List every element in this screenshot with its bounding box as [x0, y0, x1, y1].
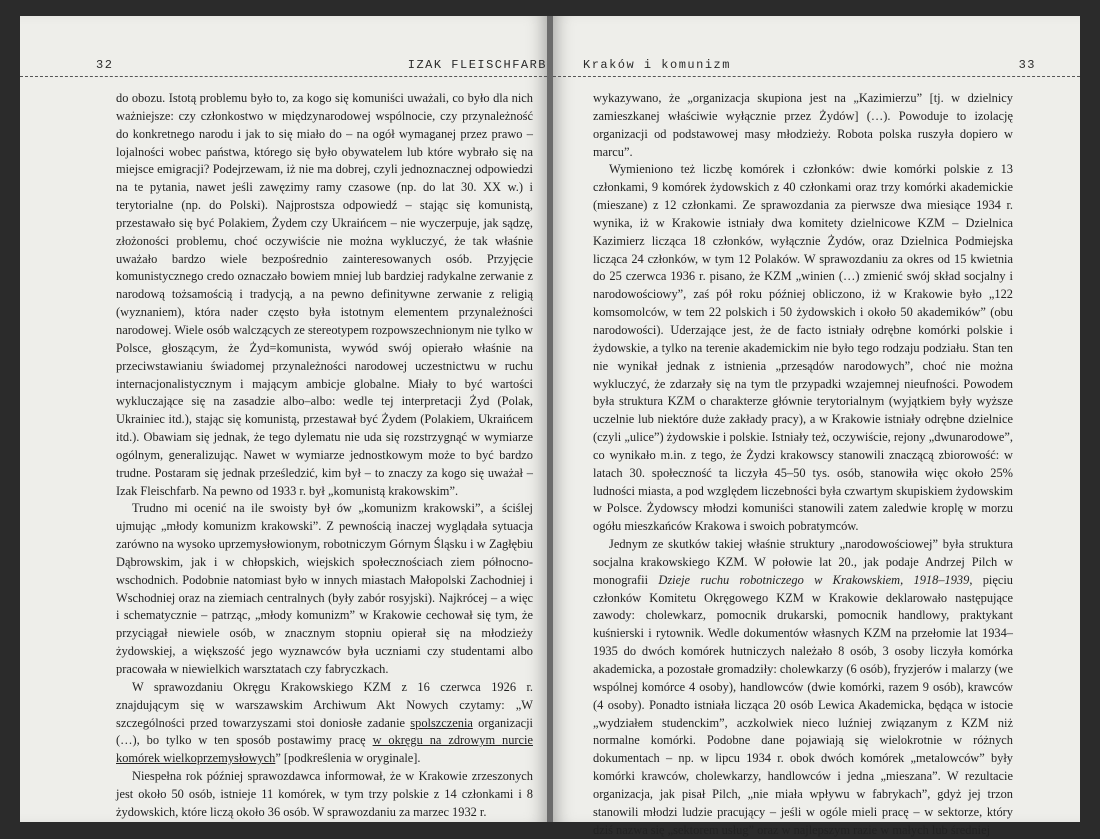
- paragraph: wykazywano, że „organizacja skupiona jest na „Kazimierzu” [tj. w dzielnicy zamieszkanej właściwie wyłącznie przez Żydów] (…). Powoduje to izolację organizacji od podstawowej masy młodzieży. Robota polska ruszyła dopiero w marcu”.: [593, 91, 1013, 159]
- book-title: Dzieje ruchu robotniczego w Krakowskiem, 1918–1939: [658, 572, 970, 587]
- paragraph: Wymieniono też liczbę komórek i członków: dwie komórki polskie z 13 członkami, 9 komórek żydowskich z 40 członkami oraz trzy komórki akademickie (mieszane) z 12 członkami. Ze sprawozdania za pierwsze dwa miesiące 1934 r. wynika, iż w Krakowie istniały dwa komitety dzielnicowe KZM – Dzielnica Kazimierz licząca 18 członków, wyłącznie Żydów, oraz Dzielnica Podmiejska licząca 24 członków, w tym 12 Polaków. W sprawozdaniu za okres od 15 kwietnia do 25 czerwca 1936 r. pisano, że KZM „winien (…) zmienić swój skład socjalny i narodowościowy”, zaś pół roku później obliczono, iż w Krakowie było „122 komsomolców, w tem 22 polskich i 50 żydowskich i około 50 akademików” (obu narodowości). Uderzające jest, że de facto istniały odrębne komórki polskie i żydowskie, a tylko na terenie akademickim nie było tego rodzaju podziału. Stan ten nie wynikał jednak z istnienia „przesądów narodowych”, choć nie można wykluczyć, że zdarzały się na tym tle przypadki wzajemnej nieufności. Powodem była struktura KZM o charakterze głównie terytorialnym (wyjątkiem były wyższe uczelnie lub niektóre duże zakłady pracy), a w Krakowie istniały odrębne dzielnice (czyli „ulice”) żydowskie i polskie. Istniały też, oczywiście, rejony „dwunarodowe”, co wynikało m.in. z tego, że Żydzi krakowscy stanowili znaczącą zbiorowość: w latach 30. społeczność ta liczyła 45–50 tys. osób, stanowiła więc około 25% ludności miasta, a pod względem liczebności była czwartym skupiskiem żydowskim w Polsce. Żydowscy młodzi komuniści stanowili zatem zaledwie kroplę w morzu ogółu mieszkańców Krakowa i swoich pobratymców.: [593, 162, 1013, 534]
- paragraph: Trudno mi ocenić na ile swoisty był ów „komunizm krakowski”, a ściślej ujmując „młody komunizm krakowski”. Z pewnością inaczej wyglądała sytuacja zarówno na wysoko uprzemysłowionym, robotniczym Górnym Śląsku i w Zagłębiu Dąbrowskim, jak i w chłopskich, wiejskich społecznościach ziem północno-wschodnich. Podobnie natomiast było w innych miastach Małopolski Zachodniej i Wschodniej oraz na ziemiach centralnych (były zabór rosyjski). Najkrócej – a więc i schematycznie – patrząc, „młody komunizm” w Krakowie cechował się tym, że przyciągał niewiele osób, w znacznym stopniu opierał się na młodzieży żydowskiej, a większość jego wyznawców była uczniami czy studentami albo pracowała w niewielkich warsztatach czy fabryczkach.: [116, 501, 533, 676]
- paragraph-text: Jednym ze skutków takiej właśnie struktury „narodowościowej” była struktura socjalna krakowskiego KZM. W połowie lat 20., jak podaje Andrzej Pilch w monografii: [593, 537, 1013, 587]
- paragraph-text: organizacji (…), bo tylko w ten sposób postawimy pracę: [116, 715, 533, 748]
- right-page: [553, 16, 1080, 837]
- underlined-text: spolszczenia: [410, 715, 473, 730]
- left-page-header: [96, 52, 547, 72]
- left-page-number: 32: [96, 58, 114, 72]
- right-page-header: [583, 52, 1036, 72]
- paragraph-text: , pięciu członków Komitetu Okręgowego KZM w Krakowie deklarowało następujące zawody: cholewkarz, pomocnik drukarski, pomocnik handlowy, praktykant kuśnierski i rytownik. Wedle dokumentów własnych KZM na przełomie lat 1934–1935 do dwóch komórek hutniczych należało 8 osób, 3 osoby liczyła komórka akademicka, a pozostałe gromadziły: cholewkarzy (6 osób), fryzjerów i malarzy (we wspólnej komórce 4 osoby), handlowców (dwie komórki, razem 9 osób), krawców (4 osoby). Ponadto istniała licząca 20 osób Lewica Akademicka, będąca w istocie „wydziałem studenckim”, aczkolwiek nieco luźniej związanym z KZM niż normalne komórki. Podobne dane pojawiają się wielokrotnie w różnych dokumentach – np. w lipcu 1934 r. obok dwóch komórek „metalowców” były komórki krawców, cholewkarzy, handlowców i jedna „mieszana”. W rezultacie organizacja, jak pisał Pilch, „nie miała wpływu w fabrykach”, gdyż jej trzon stanowili młodzi ludzie pracujący – jeśli w ogóle mieli pracę – w sektorze, który dziś nazwa się „sektorem usług” oraz w najlepszym razie w małych lub średniej: [593, 572, 1013, 837]
- right-page-body: [593, 90, 1013, 839]
- paragraph: Niespełna rok później sprawozdawca informował, że w Krakowie zrzeszonych jest około 50 osób, istnieje 11 komórek, w tym trzy polskie z 14 członkami i 8 żydowskich, które liczą około 36 osób. W sprawozdaniu za marzec 1932 r.: [116, 769, 533, 819]
- paragraph-text: ” [podkreślenia w oryginale].: [275, 751, 421, 766]
- left-running-head: IZAK FLEISCHFARB: [407, 58, 547, 72]
- right-page-number: 33: [1018, 58, 1036, 72]
- left-header-rule: [20, 76, 547, 77]
- paragraph: do obozu. Istotą problemu było to, za kogo się komuniści uważali, co było dla nich ważniejsze: czy członkostwo w międzynarodowej wspólnocie, czy przynależność do konkretnego narodu i jak to się miało do – na ogół wymaganej przez prawo – lojalności wobec państwa, którego się było obywatelem lub które wybrało się na miejsce emigracji? Podejrzewam, iż nie ma dobrej, czyli jednoznacznej odpowiedzi na te pytania, nawet jeśli zawęzimy ramy czasowe (np. do lat 30. XX w.) i terytorialne (np. do Polski). Najprostsza odpowiedź – stając się komunistą, przestawało się być Polakiem, Żydem czy Ukraińcem – nie wyczerpuje, jak sądzę, złożoności problemu, choć oczywiście nie można wykluczyć, że tak właśnie uważało bardzo wiele bezpośrednio zainteresowanych osób. Przyjęcie komunistycznego credo oznaczało bowiem mniej lub bardziej radykalne zerwanie z narodową tożsamością i tradycją, a na pewno definitywne zerwanie z religią (wyznaniem), która nader często była istotnym elementem przynależności narodowej. Wiele osób walczących ze stereotypem rozpowszechnionym nie tylko w Polsce, głoszącym, że Żyd=komunista, wywód swój opierało właśnie na przeciwstawianiu świadomej przynależności narodowej uczestnictwu w ruchu internacjonalistycznym i mającym ambicje globalne. Miały to być wartości wykluczające się na zasadzie albo–albo: wedle tej interpretacji Żyd (Polak, Ukrainiec itd.), stając się komunistą, przestawał być Żydem (Polakiem, Ukraińcem itd.). Obawiam się jednak, że tego dylematu nie uda się rozstrzygnąć w wymiarze ogólnym, generalizując. Nawet w wymiarze jednostkowym może to być bardzo trudne. Postaram się jednak prześledzić, kim był – to znaczy za kogo się uważał – Izak Fleischfarb. Na pewno od 1933 r. był „komunistą krakowskim”.: [116, 91, 533, 498]
- underlined-text: w okręgu na zdrowym nurcie komórek wielkoprzemysłowych: [116, 733, 533, 766]
- paragraph-with-underline: [116, 679, 533, 768]
- right-running-head: Kraków i komunizm: [583, 58, 731, 72]
- left-page-body: [116, 90, 533, 822]
- right-header-rule: [553, 76, 1080, 77]
- left-page: [20, 16, 547, 822]
- paragraph-text: W sprawozdaniu Okręgu Krakowskiego KZM z 16 czerwca 1926 r. znajdującym się w warszawskim Archiwum Akt Nowych czytamy: „W szczególności przed towarzyszami stoi doniosłe zadanie: [116, 679, 533, 730]
- paragraph-with-title: [593, 536, 1013, 839]
